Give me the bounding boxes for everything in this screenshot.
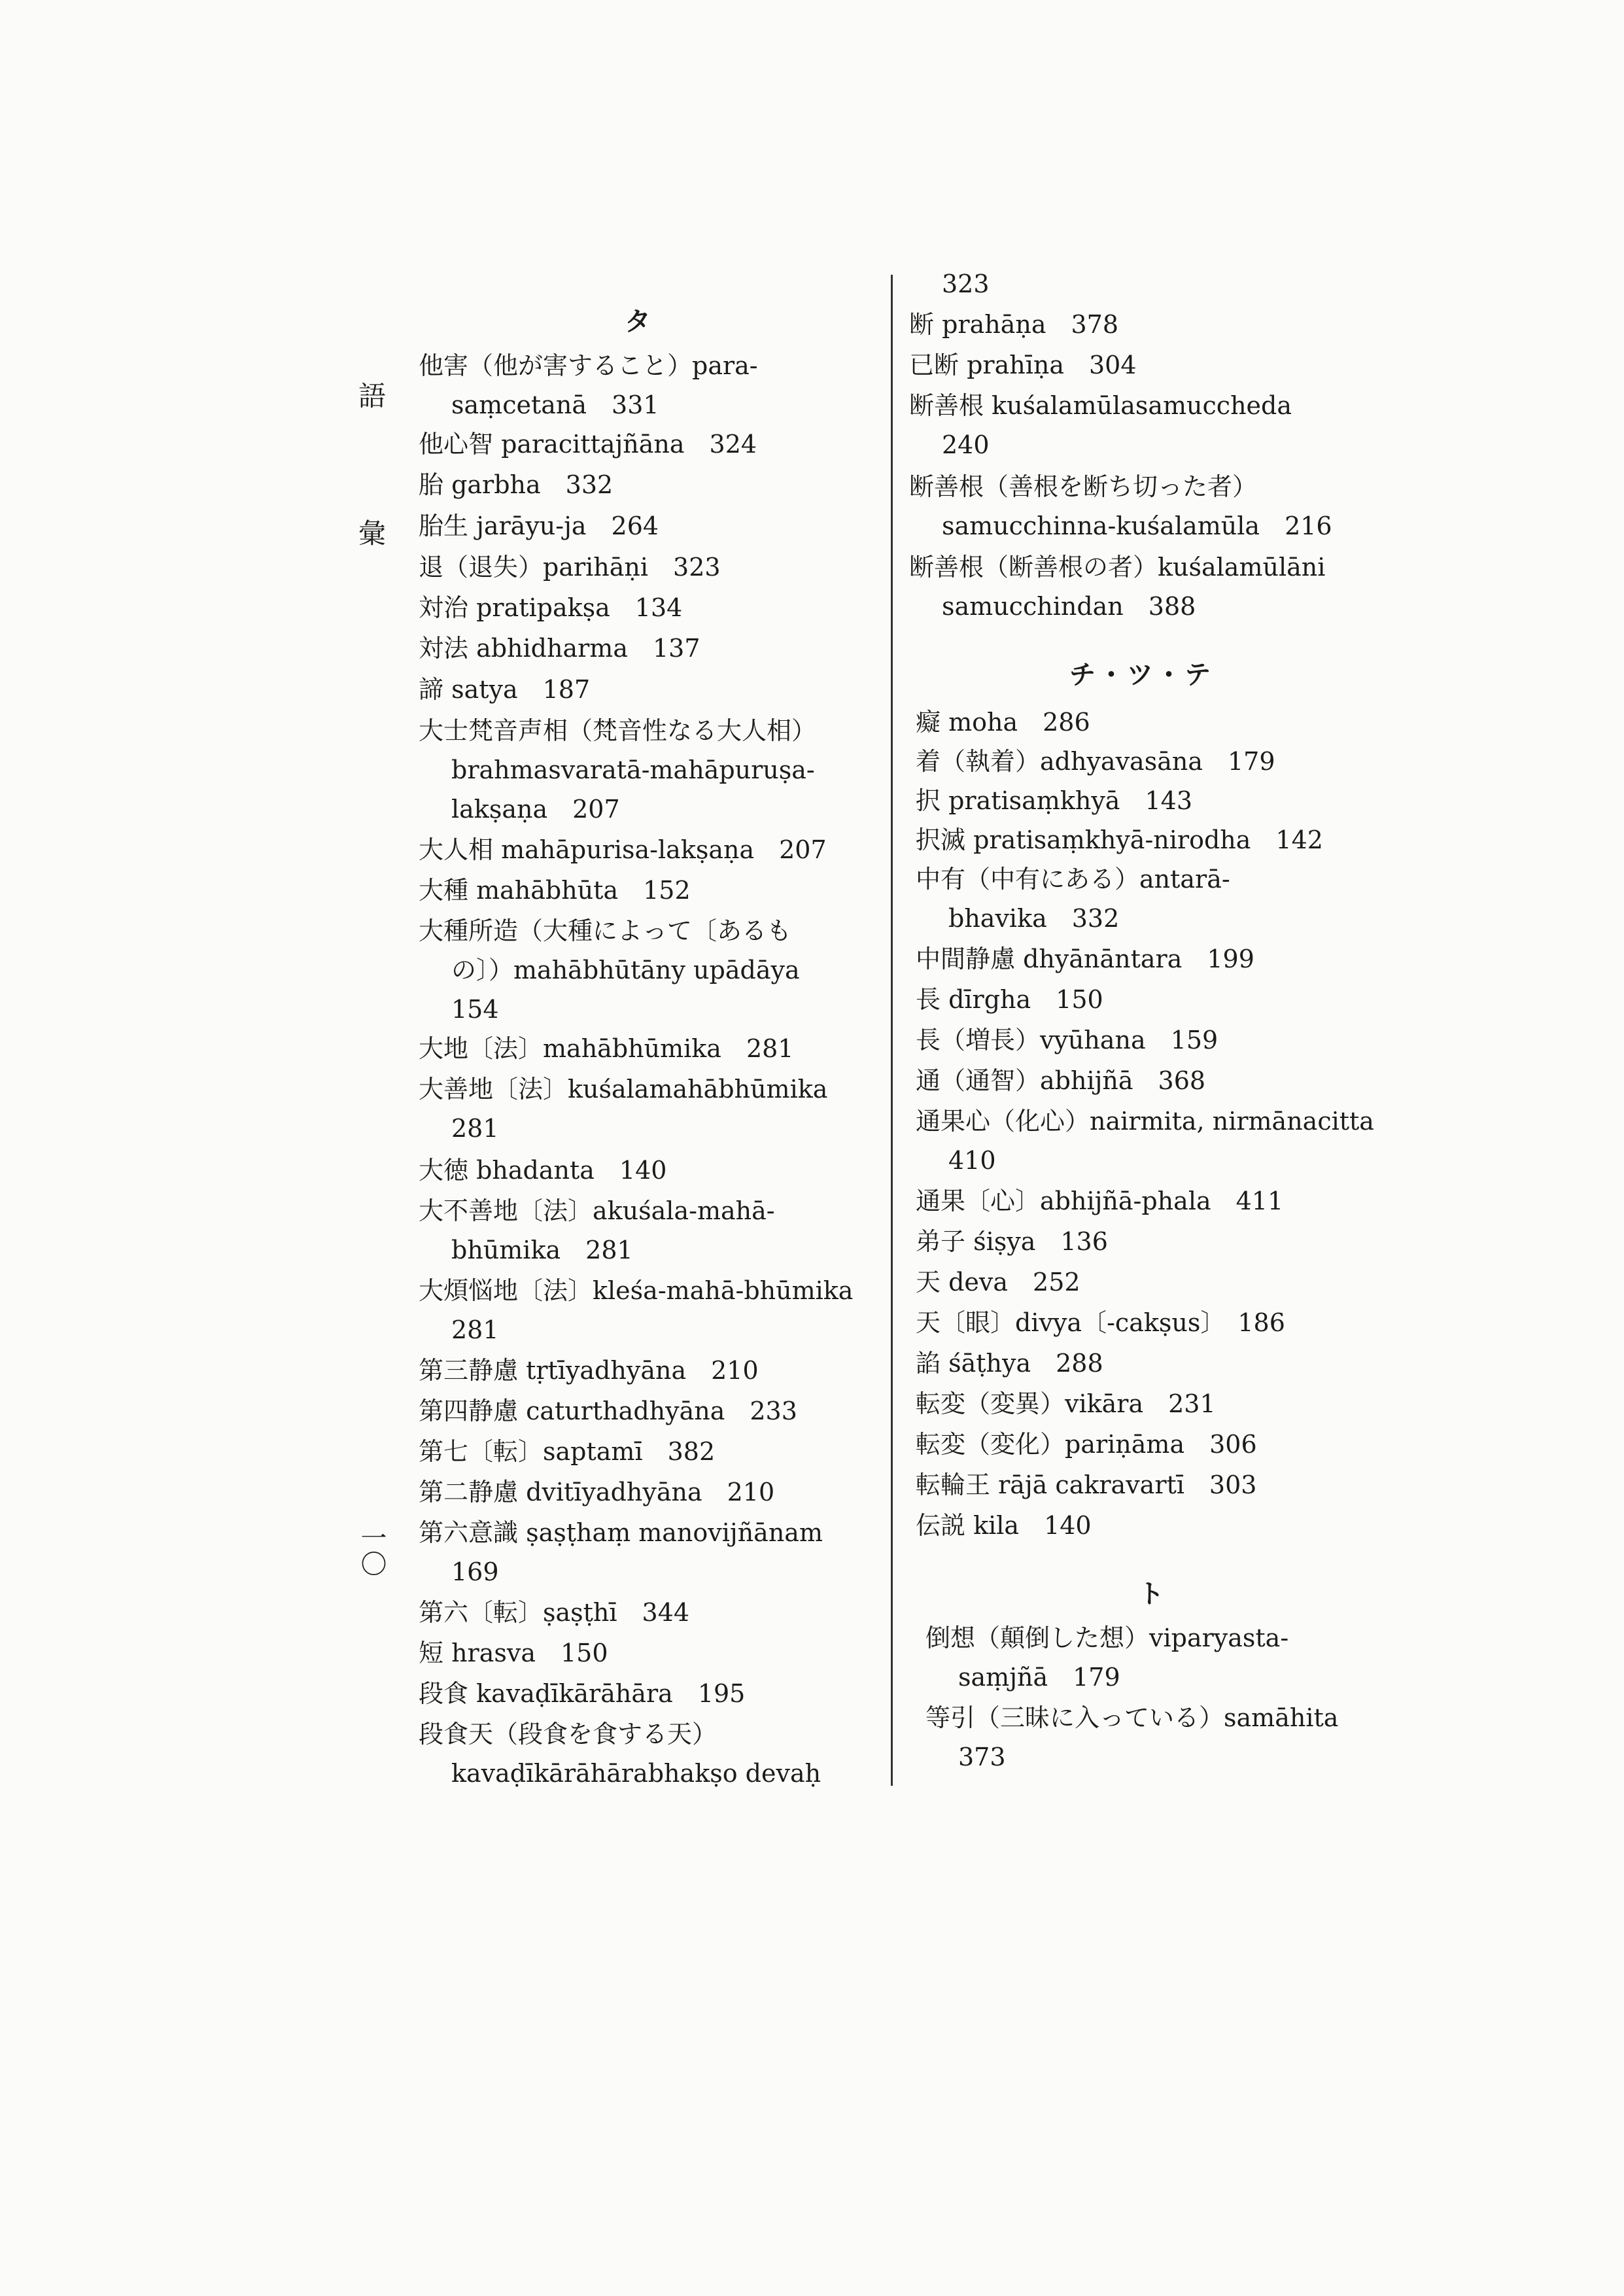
- margin-label-bottom: 彙: [358, 517, 387, 549]
- index-entry: 断 prahāṇa 378: [909, 310, 1119, 339]
- index-entry: 天〔眼〕divya〔-cakṣus〕 186: [916, 1308, 1285, 1337]
- index-entry: kavaḍīkārāhārabhakṣo devaḥ: [451, 1759, 821, 1788]
- index-entry: 中有（中有にある）antarā-: [916, 865, 1230, 894]
- index-entry: 癡 moha 286: [916, 708, 1090, 737]
- index-entry: 退（退失）parihāṇi 323: [419, 553, 721, 582]
- index-entry: 第七〔転〕saptamī 382: [419, 1437, 716, 1466]
- section-heading-ta: タ: [625, 306, 653, 337]
- index-entry: 断善根 kuśalamūlasamuccheda: [909, 391, 1292, 420]
- index-entry: 長 dīrgha 150: [916, 985, 1103, 1014]
- index-entry: 等引（三昧に入っている）samāhita: [925, 1703, 1339, 1732]
- index-entry: 281: [451, 1114, 499, 1143]
- index-entry: 天 deva 252: [916, 1268, 1080, 1296]
- index-entry: 諂 śāṭhya 288: [916, 1349, 1103, 1378]
- margin-label-top: 語: [358, 380, 387, 412]
- index-entry: bhūmika 281: [451, 1236, 633, 1264]
- index-entry: 対治 pratipakṣa 134: [419, 593, 683, 622]
- index-entry: 373: [958, 1743, 1006, 1771]
- index-entry: 大徳 bhadanta 140: [419, 1156, 667, 1185]
- index-entry: 転変（変化）pariṇāma 306: [916, 1430, 1257, 1459]
- index-entry: 第六意識 ṣaṣṭhaṃ manovijñānam: [419, 1518, 823, 1547]
- index-entry: 大不善地〔法〕akuśala-mahā-: [419, 1196, 775, 1225]
- index-entry: 通果〔心〕abhijñā-phala 411: [916, 1187, 1284, 1215]
- index-entry: brahmasvaratā-mahāpuruṣa-: [451, 756, 815, 784]
- index-entry: 281: [451, 1315, 499, 1344]
- index-entry: 長（増長）vyūhana 159: [916, 1026, 1218, 1054]
- index-entry: 240: [942, 430, 990, 459]
- index-entry: lakṣaṇa 207: [451, 795, 620, 824]
- section-heading-chi-tsu-te: チ・ツ・テ: [1069, 659, 1213, 690]
- index-entry: 弟子 śiṣya 136: [916, 1227, 1108, 1256]
- index-entry: 短 hrasva 150: [419, 1639, 608, 1667]
- index-entry: 段食 kavaḍīkārāhāra 195: [419, 1679, 746, 1708]
- index-entry: 第二静慮 dvitīyadhyāna 210: [419, 1478, 775, 1506]
- section-heading-to: ト: [1138, 1578, 1167, 1609]
- index-entry: samucchinna-kuśalamūla 216: [942, 512, 1332, 540]
- index-entry: 他害（他が害すること）para-: [419, 351, 758, 380]
- index-entry: 已断 prahīṇa 304: [909, 351, 1137, 379]
- index-entry: 対法 abhidharma 137: [419, 634, 700, 663]
- index-entry: 大煩悩地〔法〕kleśa-mahā-bhūmika: [419, 1276, 854, 1305]
- index-entry: 諦 satya 187: [419, 675, 591, 704]
- index-entry: 大善地〔法〕kuśalamahābhūmika: [419, 1075, 828, 1104]
- index-entry: 第六〔転〕ṣaṣṭhī 344: [419, 1598, 690, 1627]
- column-divider: [891, 275, 893, 1786]
- index-entry: saṃjñā 179: [958, 1663, 1120, 1692]
- index-entry: 転変（変異）vikāra 231: [916, 1389, 1216, 1418]
- index-entry: 大種所造（大種によって〔あるも: [419, 916, 792, 945]
- index-entry: 154: [451, 995, 499, 1024]
- index-entry: 大士梵音声相（梵音性なる大人相）: [419, 716, 817, 745]
- index-entry: 通果心（化心）nairmita, nirmānacitta: [916, 1107, 1374, 1136]
- page-number: 一〇: [356, 1524, 387, 1576]
- index-entry: 第四静慮 caturthadhyāna 233: [419, 1397, 797, 1425]
- index-entry: 断善根（断善根の者）kuśalamūlāni: [909, 553, 1326, 582]
- index-entry: 323: [942, 270, 990, 298]
- index-entry: 段食天（段食を食する天）: [419, 1720, 717, 1748]
- index-entry: 他心智 paracittajñāna 324: [419, 430, 757, 459]
- index-entry: 伝説 kila 140: [916, 1511, 1092, 1540]
- index-entry: 倒想（顛倒した想）viparyasta-: [925, 1624, 1289, 1652]
- index-entry: 胎 garbha 332: [419, 470, 613, 499]
- index-entry: 410: [948, 1146, 996, 1175]
- index-entry: 大種 mahābhūta 152: [419, 876, 691, 905]
- index-entry: 169: [451, 1557, 499, 1586]
- index-entry: 大人相 mahāpurisa-lakṣaṇa 207: [419, 835, 827, 864]
- index-entry: saṃcetanā 331: [451, 391, 659, 419]
- index-entry: 第三静慮 tṛtīyadhyāna 210: [419, 1356, 759, 1385]
- index-entry: 大地〔法〕mahābhūmika 281: [419, 1034, 794, 1063]
- index-entry: 胎生 jarāyu-ja 264: [419, 512, 659, 540]
- index-entry: samucchindan 388: [942, 592, 1196, 621]
- index-entry: 択滅 pratisaṃkhyā-nirodha 142: [916, 826, 1323, 854]
- index-entry: 中間静慮 dhyānāntara 199: [916, 945, 1254, 973]
- index-entry: 断善根（善根を断ち切った者）: [909, 472, 1258, 501]
- index-entry: 択 pratisaṃkhyā 143: [916, 786, 1192, 815]
- index-entry: bhavika 332: [948, 904, 1120, 933]
- index-entry: の〕）mahābhūtāny upādāya: [451, 956, 800, 984]
- index-entry: 着（執着）adhyavasāna 179: [916, 747, 1275, 776]
- index-entry: 転輪王 rājā cakravartī 303: [916, 1470, 1257, 1499]
- index-entry: 通（通智）abhijñā 368: [916, 1066, 1206, 1095]
